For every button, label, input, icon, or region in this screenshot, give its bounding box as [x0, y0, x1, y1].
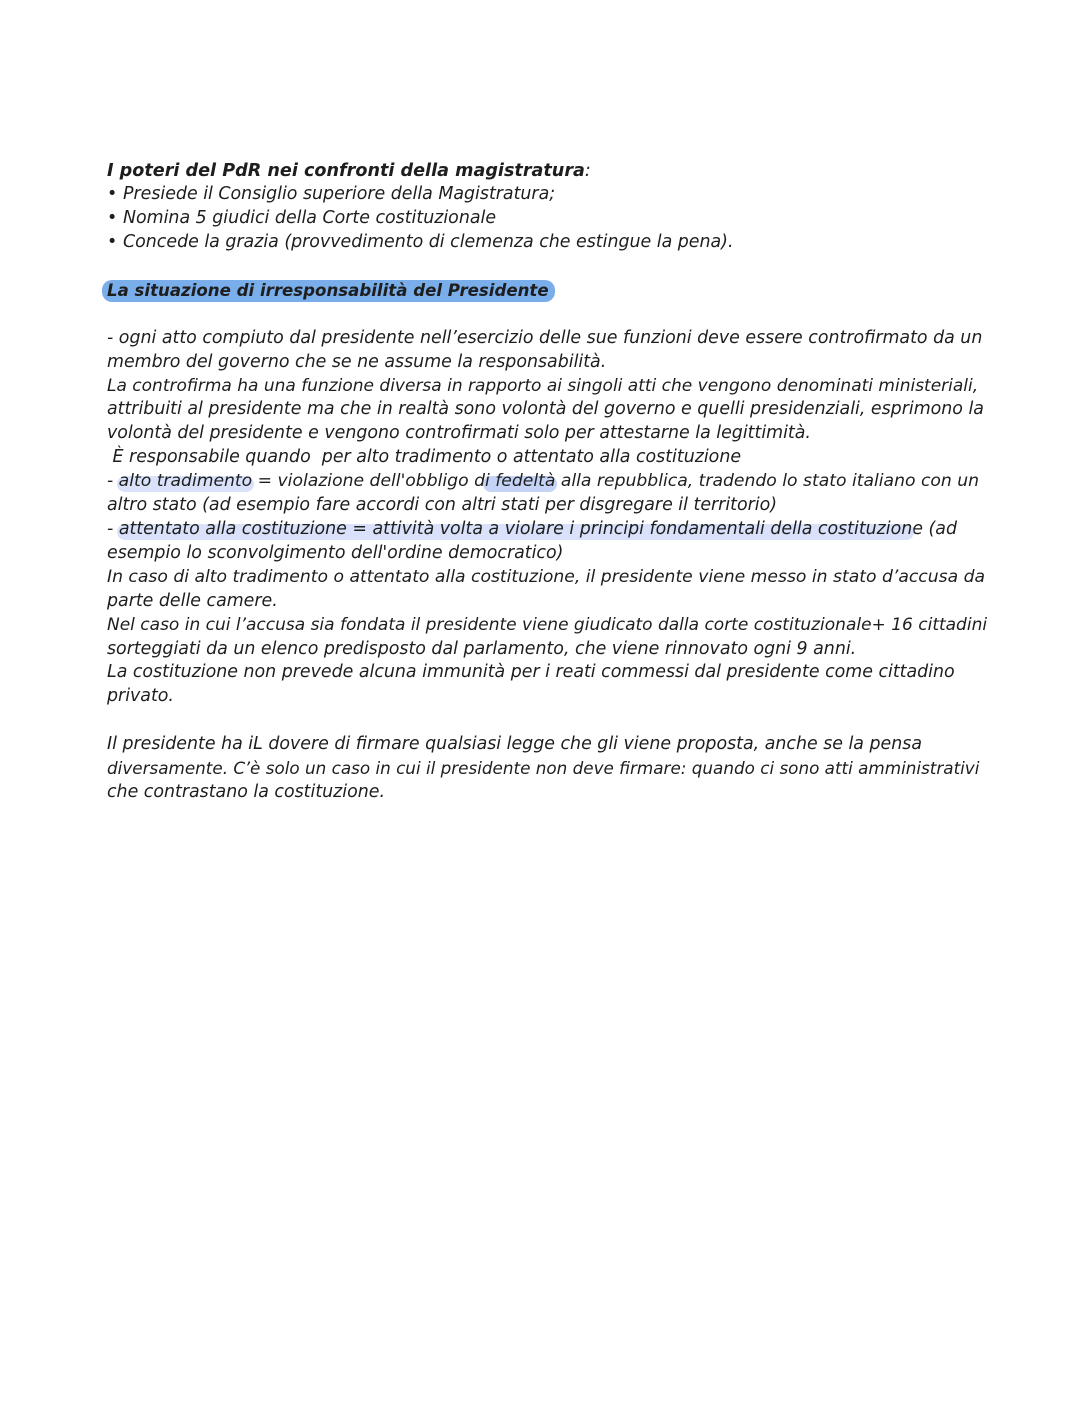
paragraph-line: In caso di alto tradimento o attentato alla costituzione, il presidente viene messo in stato d’accusa da [107, 566, 986, 587]
section-heading-irresponsabilita: La situazione di irresponsabilità del Presidente [102, 280, 555, 302]
paragraph-line: membro del governo che se ne assume la responsabilità. [107, 351, 607, 372]
bullet-text: Presiede il Consiglio superiore della Magistratura; [123, 184, 556, 204]
paragraph-line: La costituzione non prevede alcuna immunità per i reati commessi dal presidente come cittadino [107, 662, 955, 683]
paragraph-line-alto-tradimento [107, 470, 980, 494]
paragraph-line: volontà del presidente e vengono controfirmati solo per attestarne la legittimità. [107, 423, 811, 444]
paragraph-line: esempio lo sconvolgimento dell'ordine democratico) [107, 542, 564, 563]
paragraph-line: parte delle camere. [107, 590, 278, 611]
text-fragment: alla repubblica, tradendo lo stato italiano con un [555, 471, 980, 492]
paragraph-line: altro stato (ad esempio fare accordi con altri stati per disgregare il territorio) [107, 495, 778, 516]
text-fragment: - [107, 518, 119, 539]
text-fragment: = violazione dell'obbligo d [252, 471, 485, 492]
paragraph-line: attribuiti al presidente ma che in realtà sono volontà del governo e quelli presidenziali, esprimono la [107, 399, 984, 420]
paragraph-line: che contrastano la costituzione. [107, 782, 386, 803]
paragraph-line: - ogni atto compiuto dal presidente nell’esercizio delle sue funzioni deve essere controfirmato da un [107, 327, 983, 348]
bullet-icon: • [107, 184, 118, 204]
bullet-item [107, 183, 977, 207]
highlighted-definition-attentato: attentato alla costituzione = attività volta a violare i principi fondamentali della costituzion [118, 518, 913, 539]
paragraph-line-attentato [107, 518, 977, 542]
section-title-text: I poteri del PdR nei confronti della magistratura [107, 161, 585, 181]
highlighted-term-alto-tradimento: alto tradimento [118, 471, 253, 492]
bullet-item [107, 207, 977, 231]
section-title-magistratura [107, 159, 977, 183]
bullet-icon: • [107, 207, 118, 228]
document-page [107, 159, 988, 805]
paragraph-line: È responsabile quando per alto tradimento o attentato alla costituzione [107, 447, 742, 468]
highlighted-term-fedelta: i fedeltà [484, 471, 556, 492]
bullet-item [107, 231, 977, 255]
paragraph-line: Nel caso in cui l’accusa sia fondata il presidente viene giudicato dalla corte costituzionale+ 16 cittadini [107, 614, 988, 635]
text-fragment: - [107, 471, 119, 492]
section-heading-row [107, 279, 977, 303]
paragraph-line: La controfirma ha una funzione diversa in rapporto ai singoli atti che vengono denominati ministeriali, [107, 375, 979, 396]
bullet-text: Nomina 5 giudici della Corte costituzionale [123, 207, 497, 228]
bullet-icon: • [107, 231, 118, 252]
spacer [107, 255, 977, 279]
spacer [107, 303, 977, 327]
paragraph-line: sorteggiati da un elenco predisposto dal parlamento, che viene rinnovato ogni 9 anni. [107, 638, 857, 659]
paragraph-line: privato. [107, 686, 174, 707]
bullet-text: Concede la grazia (provvedimento di clemenza che estingue la pena). [123, 231, 734, 252]
text-fragment: e (ad [912, 518, 958, 539]
paragraph-line: diversamente. C’è solo un caso in cui il presidente non deve firmare: quando ci sono atti amministrativi [107, 758, 980, 779]
paragraph-line: Il presidente ha iL dovere di firmare qualsiasi legge che gli viene proposta, anche se la pensa [107, 734, 922, 755]
spacer [107, 709, 977, 733]
section-title-colon: : [584, 161, 591, 181]
